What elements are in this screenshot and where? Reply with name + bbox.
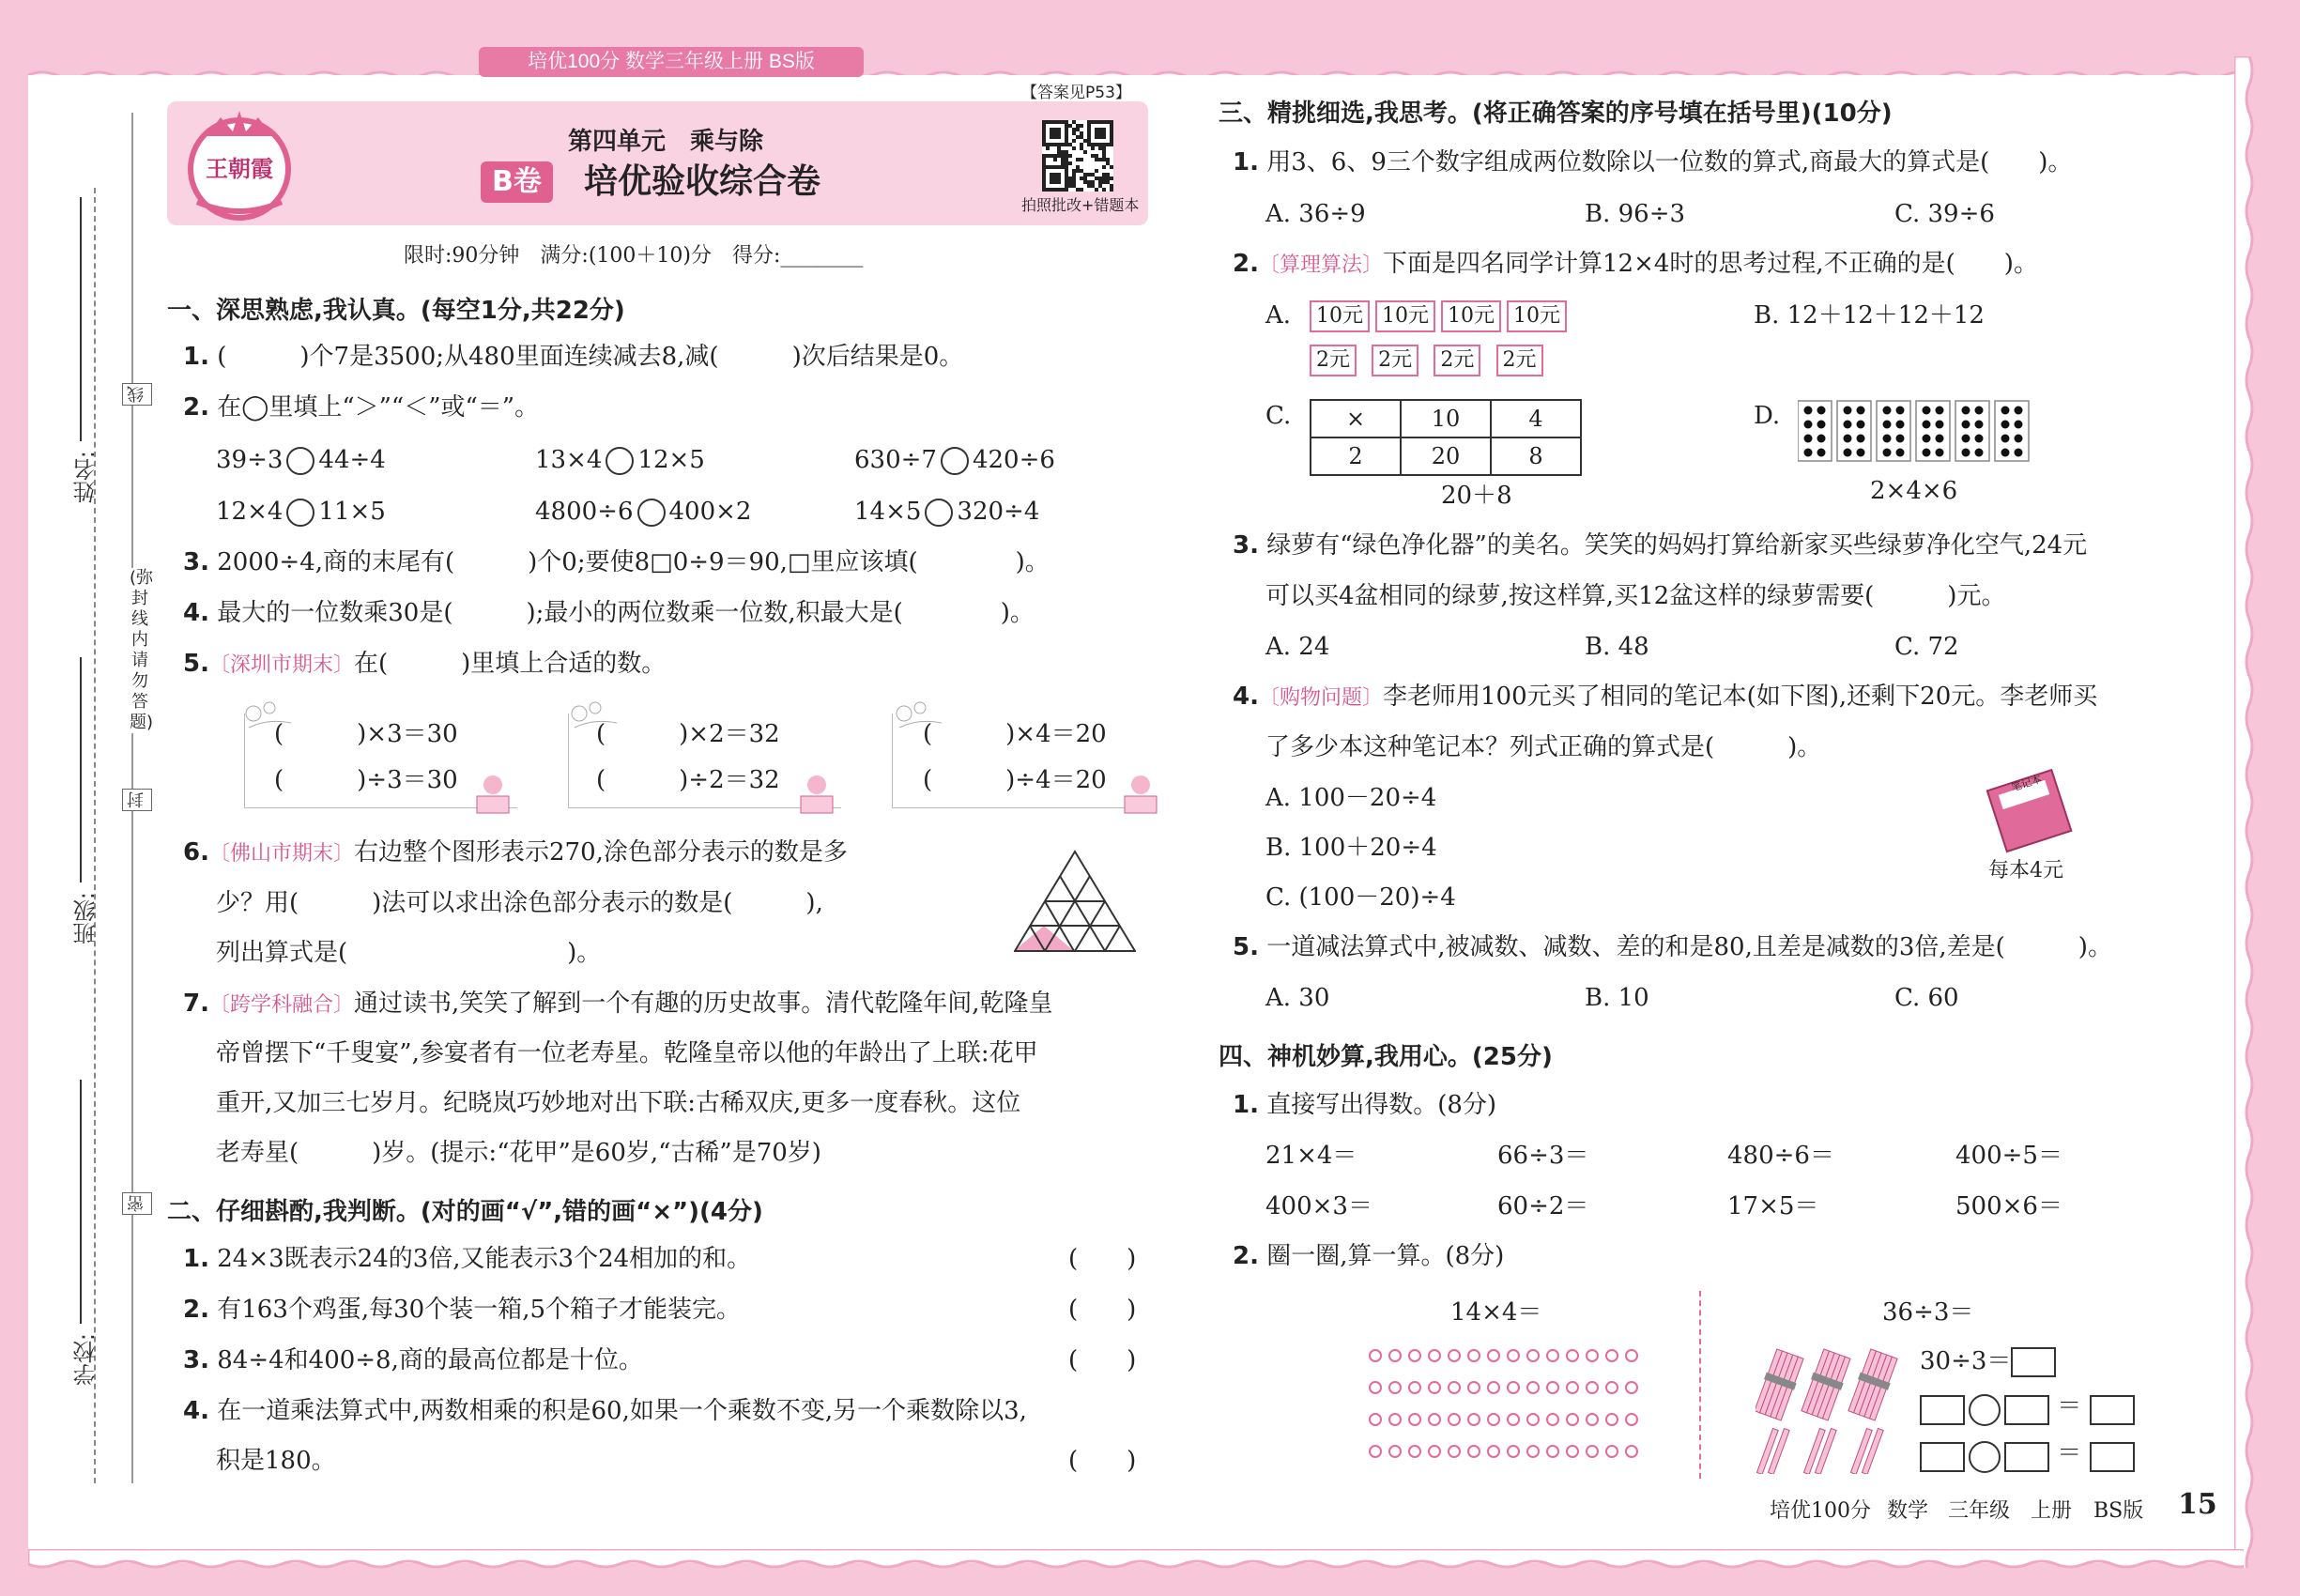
section-1-title: 一、深思熟虑,我认真。(每空1分,共22分) xyxy=(167,297,625,325)
compare-circle[interactable] xyxy=(606,447,634,475)
answer-ref: 【答案见P53】 xyxy=(1021,84,1131,102)
footer-term: 上册 xyxy=(2031,1499,2073,1523)
name-label: 姓名: xyxy=(73,451,100,504)
sub-equation: 30÷3＝ xyxy=(1920,1344,2056,1378)
calc-6[interactable]: 60÷2＝ xyxy=(1497,1192,1589,1220)
reading-girl-icon xyxy=(1117,772,1164,817)
s1-q2: 2. 在◯里填上“＞”“＜”或“＝”。 xyxy=(183,393,540,422)
divider xyxy=(1699,1291,1703,1479)
calc-3[interactable]: 480÷6＝ xyxy=(1727,1142,1834,1170)
table-cell: 20 xyxy=(1401,437,1491,475)
right-equation: 36÷3＝ xyxy=(1882,1298,1974,1327)
no-answer-note: (弥封线内请勿答题) xyxy=(130,568,154,732)
logo xyxy=(178,103,300,223)
s1-q1: 1. ( )个7是3500;从480里面连续减去8,减( )次后结果是0。 xyxy=(183,343,964,371)
circle-dot-grid[interactable] xyxy=(1366,1344,1648,1476)
s3-q5-opt-b[interactable]: B. 10 xyxy=(1585,984,1649,1012)
s3-q5: 5. 一道减法算式中,被减数、减数、差的和是80,且差是减数的3倍,差是( )。 xyxy=(1233,933,2112,961)
sticks-bundles-icon xyxy=(1756,1347,1906,1474)
table-cell: 4 xyxy=(1491,400,1581,437)
s2-item-4: 4. 在一道乘法算式中,两数相乘的积是60,如果一个乘数不变,另一个乘数除以3, xyxy=(183,1397,1027,1425)
s3-q5-opt-a[interactable]: A. 30 xyxy=(1265,984,1330,1012)
s3-q5-opt-c[interactable]: C. 60 xyxy=(1894,984,1959,1012)
opt-c-caption: 20＋8 xyxy=(1441,482,1512,510)
paper-title: 培优验收综合卷 xyxy=(584,162,821,201)
s3-q4-opt-b[interactable]: B. 100＋20÷4 xyxy=(1265,834,1437,862)
reading-girl-icon xyxy=(469,772,516,817)
s1-q7-line4: 老寿星( )岁。(提示:“花甲”是60岁,“古稀”是70岁) xyxy=(216,1139,821,1167)
compare-circle[interactable] xyxy=(925,499,953,527)
left-equation: 14×4＝ xyxy=(1450,1298,1542,1327)
qr-icon xyxy=(1042,120,1113,192)
notebook-caption: 每本4元 xyxy=(1988,859,2063,882)
table-cell: 8 xyxy=(1491,437,1581,475)
s1-q7-line3: 重开,又加三七岁月。纪晓岚巧妙地对出下联:古稀双庆,更多一度春秋。这位 xyxy=(216,1089,1021,1117)
two-yuan-box: 2元 xyxy=(1496,345,1543,376)
table-cell: × xyxy=(1311,400,1401,437)
s3-q2-opt-c[interactable]: C. xyxy=(1265,402,1292,430)
fill-2: ( )÷3＝30 xyxy=(274,766,458,794)
s3-q3-opt-b[interactable]: B. 48 xyxy=(1585,633,1649,661)
cmp-3: 630÷7 420÷6 xyxy=(854,446,1055,474)
judge-paren[interactable]: ( ) xyxy=(1068,1245,1137,1273)
s3-q1-opt-b[interactable]: B. 96÷3 xyxy=(1585,200,1686,228)
answer-box[interactable] xyxy=(2090,1442,2135,1472)
header-tab: 培优100分 数学三年级上册 BS版 xyxy=(479,47,864,77)
answer-box[interactable] xyxy=(2011,1347,2056,1377)
s2-item-4-line2: 积是180。 xyxy=(216,1447,336,1475)
s1-q4: 4. 最大的一位数乘30是( );最小的两位数乘一位数,积最大是( )。 xyxy=(183,599,1035,627)
calc-7[interactable]: 17×5＝ xyxy=(1727,1192,1819,1220)
s1-q7-line2: 帝曾摆下“千叟宴”,参宴者有一位老寿星。乾隆皇帝以他的年龄出了上联:花甲 xyxy=(216,1039,1038,1067)
fill-6: ( )÷4＝20 xyxy=(923,766,1107,794)
cmp-6: 14×5 320÷4 xyxy=(854,498,1040,526)
opt-d-caption: 2×4×6 xyxy=(1870,477,1958,505)
unit-title: 第四单元 乘与除 xyxy=(568,128,764,156)
page xyxy=(28,0,2244,1596)
footer-grade: 三年级 xyxy=(1948,1499,2011,1523)
answer-box[interactable] xyxy=(2090,1395,2135,1425)
mi-mark: 密 xyxy=(122,1192,152,1215)
s3-q3-line2: 可以买4盆相同的绿萝,按这样算,买12盆这样的绿萝需要( )元。 xyxy=(1265,582,2006,610)
s2-item-3: 3. 84÷4和400÷8,商的最高位都是十位。 xyxy=(183,1346,643,1374)
answer-box[interactable] xyxy=(2004,1395,2049,1425)
operator-circle[interactable] xyxy=(1969,1441,2001,1473)
school-label: 学校: xyxy=(73,1333,100,1387)
s3-q2-opt-b[interactable]: B. 12＋12＋12＋12 xyxy=(1754,301,1985,330)
compare-circle[interactable] xyxy=(637,499,666,527)
logo-emblem xyxy=(178,103,300,223)
footer-edition: BS版 xyxy=(2093,1499,2144,1523)
answer-box[interactable] xyxy=(1920,1442,1965,1472)
class-label: 班级: xyxy=(73,892,100,945)
right-wave-border xyxy=(2234,56,2272,1568)
s3-q3: 3. 绿萝有“绿色净化器”的美名。笑笑的妈妈打算给新家买些绿萝净化空气,24元 xyxy=(1233,531,2088,560)
svg-text:王朝霞: 王朝霞 xyxy=(206,156,273,182)
s3-q1: 1. 用3、6、9三个数字组成两位数除以一位数的算式,商最大的算式是( )。 xyxy=(1233,148,2073,176)
seal-mark: 封 xyxy=(122,789,152,811)
school-underline xyxy=(80,1080,82,1324)
s3-q4-opt-a[interactable]: A. 100－20÷4 xyxy=(1265,784,1437,812)
fill-row-2: ＝ xyxy=(1920,1436,2135,1473)
triangle-figure xyxy=(1014,850,1136,953)
s3-q1-opt-a[interactable]: A. 36÷9 xyxy=(1265,200,1366,228)
judge-paren[interactable]: ( ) xyxy=(1068,1447,1137,1475)
dot-card-icon xyxy=(1798,399,2032,465)
qr-code[interactable] xyxy=(1042,120,1113,192)
section-3-title: 三、精挑细选,我思考。(将正确答案的序号填在括号里)(10分) xyxy=(1219,100,1893,128)
qr-caption: 拍照批改+错题本 xyxy=(1021,196,1140,214)
s2-item-2: 2. 有163个鸡蛋,每30个装一箱,5个箱子才能装完。 xyxy=(183,1296,742,1324)
judge-paren[interactable]: ( ) xyxy=(1068,1296,1137,1324)
s3-q3-opt-c[interactable]: C. 72 xyxy=(1894,633,1959,661)
calc-2[interactable]: 66÷3＝ xyxy=(1497,1142,1589,1170)
answer-box[interactable] xyxy=(1920,1395,1965,1425)
s3-q2-opt-d[interactable]: D. xyxy=(1754,402,1781,430)
s3-q4-opt-c[interactable]: C. (100－20)÷4 xyxy=(1265,883,1456,912)
page-number: 15 xyxy=(2178,1488,2217,1521)
line-mark: 线 xyxy=(122,383,152,406)
bottom-wave-border xyxy=(28,1549,2244,1587)
s1-q7: 7.〔跨学科融合〕通过读书,笑笑了解到一个有趣的历史故事。清代乾隆年间,乾隆皇 xyxy=(183,990,1053,1018)
s1-q3: 3. 2000÷4,商的末尾有( )个0;要使8□0÷9＝90,□里应该填( )。 xyxy=(183,548,1050,576)
judge-paren[interactable]: ( ) xyxy=(1068,1346,1137,1374)
ten-yuan-box: 10元 xyxy=(1310,300,1370,332)
fill-1: ( )×3＝30 xyxy=(274,720,458,748)
reading-girl-icon xyxy=(793,772,840,817)
dot-cards xyxy=(1798,399,2032,465)
s3-q4: 4.〔购物问题〕李老师用100元买了相同的笔记本(如下图),还剩下20元。李老师买 xyxy=(1233,683,2098,711)
ten-yuan-box: 10元 xyxy=(1441,300,1501,332)
footer-subject: 数学 xyxy=(1887,1499,1929,1523)
money-grid xyxy=(1310,300,1572,377)
two-yuan-box: 2元 xyxy=(1372,345,1418,376)
calc-5[interactable]: 400×3＝ xyxy=(1265,1192,1372,1220)
cmp-1: 39÷3 44÷4 xyxy=(216,446,386,474)
fill-5: ( )×4＝20 xyxy=(923,720,1107,748)
name-underline xyxy=(80,197,82,441)
paper-label: B卷 xyxy=(481,161,553,203)
s1-q6: 6.〔佛山市期末〕右边整个图形表示270,涂色部分表示的数是多 xyxy=(183,838,848,867)
ten-yuan-box: 10元 xyxy=(1507,300,1567,332)
cmp-5: 4800÷6 400×2 xyxy=(535,498,752,526)
s1-q6-line3: 列出算式是( )。 xyxy=(216,939,602,967)
s1-q6-line2: 少？用( )法可以求出涂色部分表示的数是( ), xyxy=(216,889,823,917)
fill-4: ( )÷2＝32 xyxy=(596,766,780,794)
notebook-label: 笔记本 xyxy=(2009,773,2044,794)
s4-q1: 1. 直接写出得数。(8分) xyxy=(1233,1091,1497,1119)
compare-circle[interactable] xyxy=(286,499,314,527)
time-info: 限时:90分钟 满分:(100＋10)分 得分:________ xyxy=(404,244,864,268)
answer-box[interactable] xyxy=(2004,1442,2049,1472)
cmp-2: 13×4 12×5 xyxy=(535,446,705,474)
class-underline xyxy=(80,657,82,882)
fill-row-1: ＝ xyxy=(1920,1389,2135,1426)
mult-table xyxy=(1310,399,1582,476)
compare-circle[interactable] xyxy=(286,447,314,475)
two-yuan-box: 2元 xyxy=(1310,345,1357,376)
s2-item-1: 1. 24×3既表示24的3倍,又能表示3个24相加的和。 xyxy=(183,1245,752,1273)
section-4-title: 四、神机妙算,我用心。(25分) xyxy=(1219,1043,1553,1071)
section-2-title: 二、仔细斟酌,我判断。(对的画“√”,错的画“×”)(4分) xyxy=(167,1198,763,1226)
operator-circle[interactable] xyxy=(1969,1394,2001,1426)
compare-circle[interactable] xyxy=(941,447,969,475)
dot-ring-icon xyxy=(1366,1344,1648,1476)
fill-3: ( )×2＝32 xyxy=(596,720,780,748)
calc-8[interactable]: 500×6＝ xyxy=(1955,1192,2062,1220)
footer-series: 培优100分 xyxy=(1770,1499,1871,1523)
s3-q4-line2: 了多少本这种笔记本？列式正确的算式是( )。 xyxy=(1265,733,1822,761)
s3-q1-opt-c[interactable]: C. 39÷6 xyxy=(1894,200,1995,228)
ten-yuan-box: 10元 xyxy=(1375,300,1435,332)
table-cell: 10 xyxy=(1401,400,1491,437)
s3-q2: 2.〔算理算法〕下面是四名同学计算12×4时的思考过程,不正确的是( )。 xyxy=(1233,250,2038,278)
table-cell: 2 xyxy=(1311,437,1401,475)
calc-1[interactable]: 21×4＝ xyxy=(1265,1142,1357,1170)
s1-q5: 5.〔深圳市期末〕在( )里填上合适的数。 xyxy=(183,650,667,678)
s4-q2: 2. 圈一圈,算一算。(8分) xyxy=(1233,1242,1505,1270)
binding-line xyxy=(94,188,99,1483)
two-yuan-box: 2元 xyxy=(1434,345,1480,376)
cmp-4: 12×4 11×5 xyxy=(216,498,386,526)
s3-q3-opt-a[interactable]: A. 24 xyxy=(1265,633,1330,661)
calc-4[interactable]: 400÷5＝ xyxy=(1955,1142,2062,1170)
s3-q2-opt-a[interactable]: A. xyxy=(1265,301,1292,330)
